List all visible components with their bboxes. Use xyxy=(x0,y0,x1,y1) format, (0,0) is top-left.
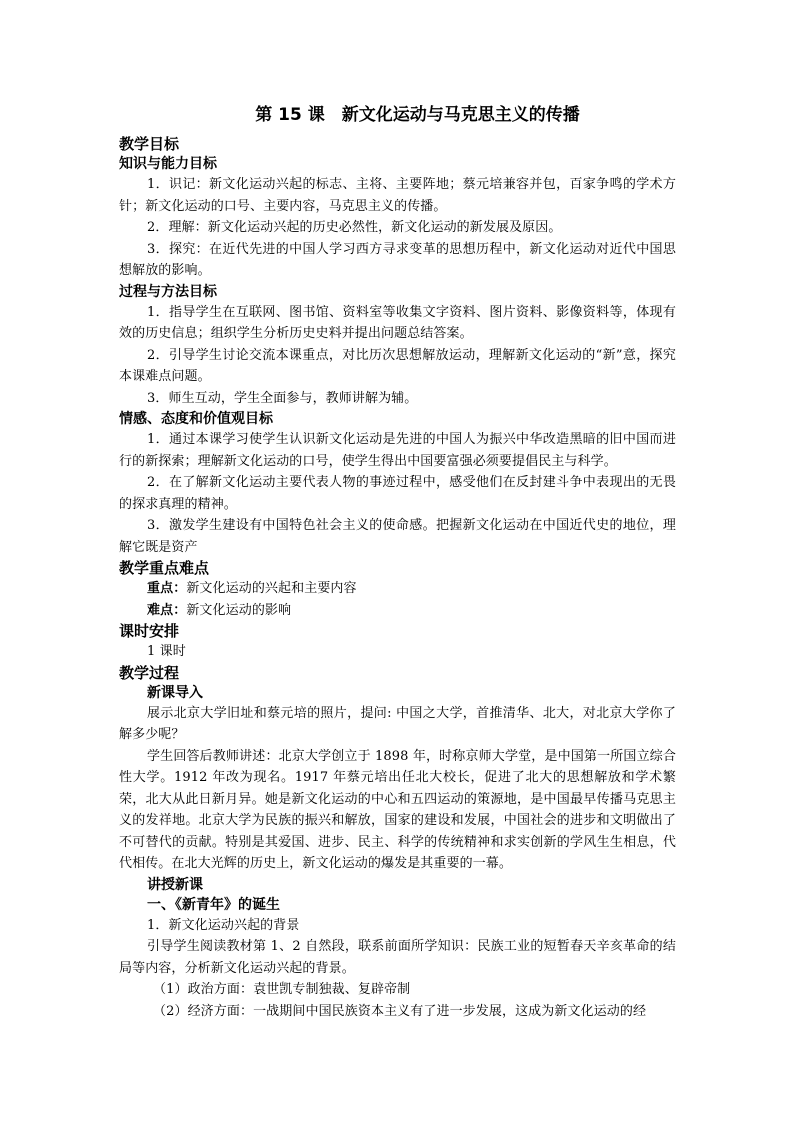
process-item-3: 3．师生互动，学生全面参与，教师讲解为辅。 xyxy=(147,390,418,406)
key-label: 重点： xyxy=(147,581,187,596)
section1-paragraph: 引导学生阅读教材第 1、2 自然段，联系前面所学知识：民族工业的短暂春天辛亥革命的结局等内容，分析新文化运动兴起的背景。 xyxy=(119,939,676,976)
knowledge-item-2: 2．理解：新文化运动兴起的历史必然性，新文化运动的新发展及原因。 xyxy=(147,220,562,235)
process2-heading: 教学过程 xyxy=(119,663,180,682)
intro-paragraph-2: 学生回答后教师讲述：北京大学创立于 1898 年，时称京师大学堂，是中国第一所国立综合性大学。1912 年改为现名。1917 年蔡元培出任北大校长，促进了北大的思想解放和学术繁荣，北大从此日新月异。她是新文化运动的中心和五四运动的策源地，是中国最早传播马克思主义的发祥地。北京大学为民族的振兴和解放，国家的建设和发展，中国社会的进步和文明做出了不可替代的贡献。特别是其爱国、进步、民主、科学的传统精神和求实创新的学风生生相息，代代相传。在北大光辉的历史上，新文化运动的爆发是其重要的一幕。 xyxy=(119,748,676,871)
economy-item: （2）经济方面：一战期间中国民族资本主义有了进一步发展，这成为新文化运动的经 xyxy=(153,1003,647,1019)
emotion-item-2: 2．在了解新文化运动主要代表人物的事迹过程中，感受他们在反封建斗争中表现出的无畏的探求真理的精神。 xyxy=(119,475,676,512)
emotion-item-3: 3．激发学生建设有中国特色社会主义的使命感。把握新文化运动在中国近代史的地位，理解它既是资产 xyxy=(119,518,676,555)
keypoints-heading: 教学重点难点 xyxy=(119,559,210,577)
emotion-item-1: 1．通过本课学习使学生认识新文化运动是先进的中国人为振兴中华改造黑暗的旧中国而进行的新探索；理解新文化运动的口号，使学生得出中国要富强必须要提倡民主与科学。 xyxy=(119,432,676,469)
page-title: 第 15 课 新文化运动与马克思主义的传播 xyxy=(255,105,580,125)
process-item-2: 2．引导学生讨论交流本课重点，对比历次思想解放运动，理解新文化运动的“新”意，探究本课难点问题。 xyxy=(119,347,676,384)
difficult-label: 难点： xyxy=(147,602,187,618)
knowledge-item-1: 1．识记：新文化运动兴起的标志、主将、主要阵地；蔡元培兼容并包，百家争鸣的学术方针；新文化运动的口号、主要内容，马克思主义的传播。 xyxy=(119,177,676,214)
intro-heading: 新课导入 xyxy=(147,684,203,701)
difficult-point xyxy=(119,600,676,622)
key-text: 新文化运动的兴起和主要内容 xyxy=(186,581,357,596)
schedule-heading: 课时安排 xyxy=(119,622,180,640)
emotion-heading: 情感、态度和价值观目标 xyxy=(119,411,273,427)
process-heading: 过程与方法目标 xyxy=(119,283,217,300)
process-item-1: 1．指导学生在互联网、图书馆、资料室等收集文字资料、图片资料、影像资料等，体现有效的历史信息；组织学生分析历史史料并提出问题总结答案。 xyxy=(119,304,676,341)
difficult-text: 新文化运动的影响 xyxy=(186,602,292,618)
intro-paragraph-1: 展示北京大学旧址和蔡元培的照片，提问: 中国之大学，首推清华、北大，对北京大学你了解多少呢？ xyxy=(119,705,676,742)
key-point xyxy=(119,578,676,600)
objectives-heading: 教学目标 xyxy=(119,135,180,153)
politics-item: （1）政治方面：袁世凯专制独裁、复辟帝制 xyxy=(153,982,411,997)
lecture-heading: 讲授新课 xyxy=(147,876,203,893)
section1-subheading: 1．新文化运动兴起的背景 xyxy=(147,917,300,933)
knowledge-item-3: 3．探究：在近代先进的中国人学习西方寻求变革的思想历程中，新文化运动对近代中国思想解放的影响。 xyxy=(119,241,676,278)
knowledge-heading: 知识与能力目标 xyxy=(119,156,217,172)
document-body xyxy=(119,104,676,1022)
schedule-text: 1 课时 xyxy=(147,644,186,659)
section1-heading: 一、《新青年》的诞生 xyxy=(147,896,280,913)
